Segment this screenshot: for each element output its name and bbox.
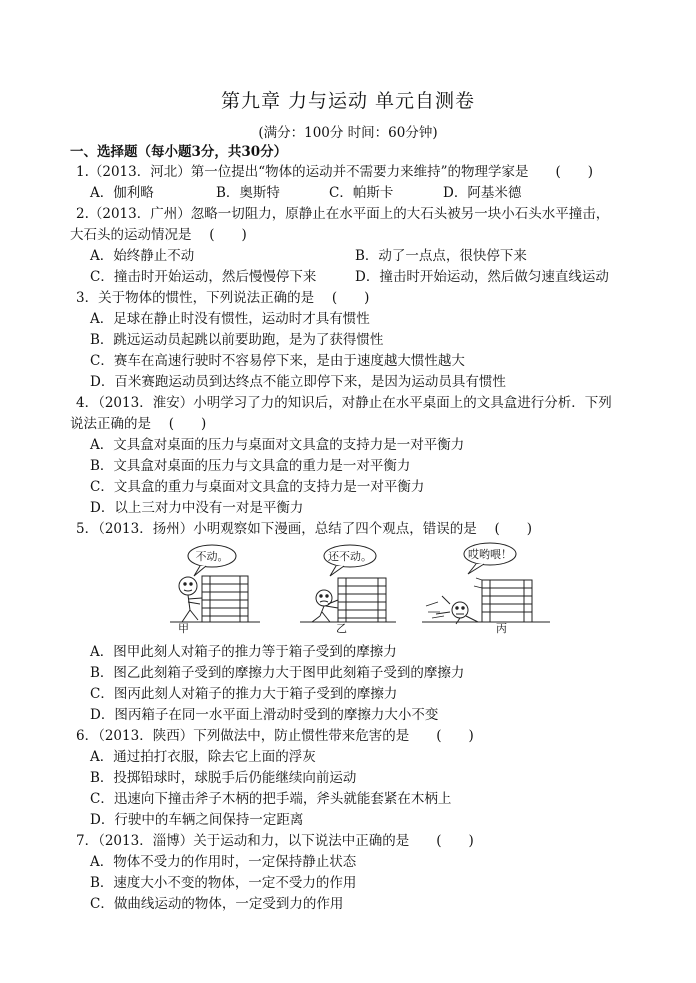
exam-info: (满分：100分 时间：60分钟) <box>258 125 438 141</box>
cartoon-illustration <box>160 542 560 634</box>
page-title: 第九章 力与运动 单元自测卷 <box>220 90 476 112</box>
question-2-option-d: D．撞击时开始运动，然后做匀速直线运动 <box>355 269 609 285</box>
question-2-option-c: C．撞击时开始运动，然后慢慢停下来 <box>90 269 317 285</box>
panel-label-yi: 乙 <box>336 622 347 634</box>
question-7-option-b: B．速度大小不变的物体，一定不受力的作用 <box>90 875 357 891</box>
question-4-option-b: B．文具盒对桌面的压力与文具盒的重力是一对平衡力 <box>90 458 411 474</box>
question-5-option-a: A．图甲此刻人对箱子的推力等于箱子受到的摩擦力 <box>90 644 397 660</box>
question-2-option-b: B．动了一点点，很快停下来 <box>355 248 527 264</box>
question-5-stem: 5．（2013．扬州）小明观察如下漫画，总结了四个观点，错误的是 ( ) <box>76 521 533 537</box>
question-1-option-c: C．帕斯卡 <box>329 185 394 201</box>
question-1-option-b: B．奥斯特 <box>216 185 280 201</box>
question-3-option-b: B．跳远运动员起跳以前要助跑，是为了获得惯性 <box>90 332 384 348</box>
section-heading: 一、选择题（每小题3分，共30分） <box>70 144 288 160</box>
question-4-option-d: D．以上三对力中没有一对是平衡力 <box>90 500 304 516</box>
question-5-option-c: C．图丙此刻人对箱子的推力大于箱子受到的摩擦力 <box>90 686 398 702</box>
question-6-option-a: A．通过拍打衣服，除去它上面的浮灰 <box>90 749 316 765</box>
speech-bubble-3: 哎哟喂！ <box>468 548 512 561</box>
question-6-option-d: D．行驶中的车辆之间保持一定距离 <box>90 812 304 828</box>
question-5-option-d: D．图丙箱子在同一水平面上滑动时受到的摩擦力大小不变 <box>90 707 439 723</box>
question-6-stem: 6．（2013．陕西）下列做法中，防止惯性带来危害的是 ( ) <box>76 728 474 744</box>
question-1-stem: 1.（2013．河北）第一位提出“物体的运动并不需要力来维持”的物理学家是 ( ) <box>76 164 594 180</box>
question-2-stem-line1: 2.（2013．广州）忽略一切阻力，原静止在水平面上的大石头被另一块小石头水平撞击， <box>76 206 610 222</box>
question-6-option-c: C．迅速向下撞击斧子木柄的把手端，斧头就能套紧在木柄上 <box>90 791 452 807</box>
question-4-option-c: C．文具盒的重力与桌面对文具盒的支持力是一对平衡力 <box>90 479 425 495</box>
question-7-option-c: C．做曲线运动的物体，一定受到力的作用 <box>90 896 344 912</box>
cartoon-panel-bing <box>422 543 550 634</box>
question-3-option-d: D．百米赛跑运动员到达终点不能立即停下来，是因为运动员具有惯性 <box>90 374 506 390</box>
question-6-option-b: B．投掷铅球时，球脱手后仍能继续向前运动 <box>90 770 357 786</box>
cartoon-panel-jia <box>170 545 260 634</box>
panel-label-jia: 甲 <box>178 622 189 634</box>
question-3-option-c: C．赛车在高速行驶时不容易停下来，是由于速度越大惯性越大 <box>90 353 465 369</box>
question-3-stem: 3．关于物体的惯性，下列说法正确的是 ( ) <box>76 290 370 306</box>
question-2-option-a: A．始终静止不动 <box>90 248 195 264</box>
speech-bubble-1: 不动。 <box>195 550 229 563</box>
question-1-option-a: A．伽利略 <box>90 185 154 201</box>
question-4-option-a: A．文具盒对桌面的压力与桌面对文具盒的支持力是一对平衡力 <box>90 437 465 453</box>
question-1-option-d: D．阿基米德 <box>443 185 522 201</box>
question-4-stem-line2: 说法正确的是 ( ) <box>70 416 207 432</box>
question-3-option-a: A．足球在静止时没有惯性，运动时才具有惯性 <box>90 311 370 327</box>
question-2-stem-line2: 大石头的运动情况是 ( ) <box>70 227 247 243</box>
question-7-stem: 7．（2013．淄博）关于运动和力，以下说法中正确的是 ( ) <box>76 833 474 849</box>
cartoon-panel-yi <box>300 545 396 634</box>
speech-bubble-2: 还不动。 <box>328 550 372 563</box>
question-5-option-b: B．图乙此刻箱子受到的摩擦力大于图甲此刻箱子受到的摩擦力 <box>90 665 465 681</box>
panel-label-bing: 丙 <box>496 622 507 634</box>
question-7-option-a: A．物体不受力的作用时，一定保持静止状态 <box>90 854 357 870</box>
question-4-stem-line1: 4．（2013．淮安）小明学习了力的知识后，对静止在水平桌面上的文具盒进行分析．下列 <box>76 395 612 411</box>
